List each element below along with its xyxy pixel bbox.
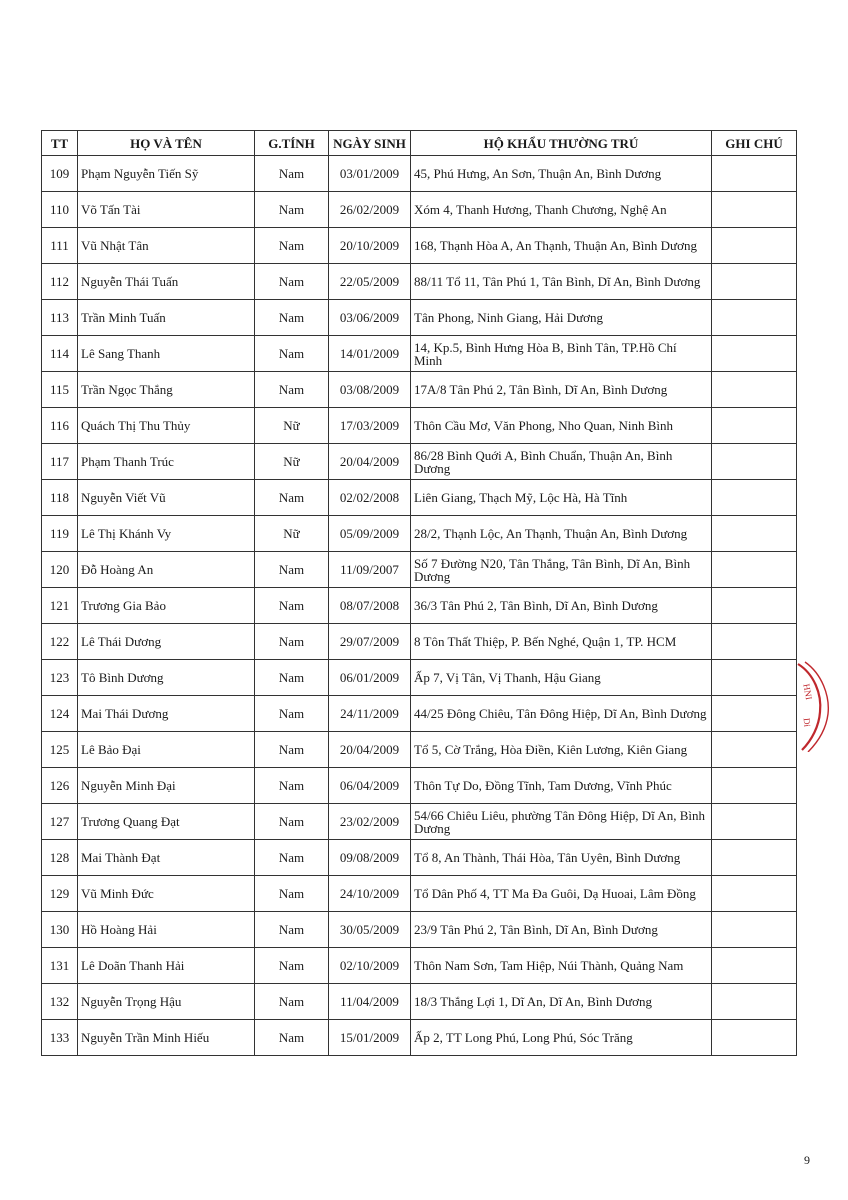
cell-tt: 133 — [42, 1020, 78, 1056]
cell-address: Tân Phong, Ninh Giang, Hải Dương — [411, 300, 712, 336]
cell-note — [712, 624, 797, 660]
header-dob: NGÀY SINH — [329, 131, 411, 156]
cell-address: Số 7 Đường N20, Tân Thắng, Tân Bình, Dĩ An, Bình Dương — [411, 552, 712, 588]
cell-tt: 129 — [42, 876, 78, 912]
cell-name: Nguyễn Trọng Hậu — [78, 984, 255, 1020]
cell-name: Trương Gia Bảo — [78, 588, 255, 624]
cell-address: 17A/8 Tân Phú 2, Tân Bình, Dĩ An, Bình Dương — [411, 372, 712, 408]
table-row — [42, 516, 797, 552]
cell-tt: 130 — [42, 912, 78, 948]
table-row — [42, 192, 797, 228]
cell-address: 23/9 Tân Phú 2, Tân Bình, Dĩ An, Bình Dương — [411, 912, 712, 948]
cell-name: Võ Tấn Tài — [78, 192, 255, 228]
table-row — [42, 840, 797, 876]
cell-name: Mai Thành Đạt — [78, 840, 255, 876]
cell-sex: Nam — [255, 480, 329, 516]
cell-sex: Nam — [255, 984, 329, 1020]
table-body — [42, 156, 797, 1056]
cell-dob: 06/01/2009 — [329, 660, 411, 696]
cell-dob: 14/01/2009 — [329, 336, 411, 372]
cell-address: 54/66 Chiêu Liêu, phường Tân Đông Hiệp, Dĩ An, Bình Dương — [411, 804, 712, 840]
header-note: GHI CHÚ — [712, 131, 797, 156]
cell-note — [712, 840, 797, 876]
cell-address: Liên Giang, Thạch Mỹ, Lộc Hà, Hà Tĩnh — [411, 480, 712, 516]
cell-tt: 109 — [42, 156, 78, 192]
cell-name: Lê Thái Dương — [78, 624, 255, 660]
cell-note — [712, 768, 797, 804]
cell-sex: Nam — [255, 876, 329, 912]
cell-note — [712, 408, 797, 444]
cell-name: Tô Bình Dương — [78, 660, 255, 696]
cell-sex: Nam — [255, 1020, 329, 1056]
cell-sex: Nam — [255, 300, 329, 336]
cell-note — [712, 192, 797, 228]
cell-dob: 02/10/2009 — [329, 948, 411, 984]
table-row — [42, 624, 797, 660]
cell-address: Ấp 7, Vị Tân, Vị Thanh, Hậu Giang — [411, 660, 712, 696]
cell-note — [712, 948, 797, 984]
cell-tt: 118 — [42, 480, 78, 516]
table-row — [42, 876, 797, 912]
cell-address: Tổ 5, Cờ Trắng, Hòa Điền, Kiên Lương, Kiên Giang — [411, 732, 712, 768]
cell-note — [712, 876, 797, 912]
table-row — [42, 444, 797, 480]
scan-speck — [44, 62, 48, 66]
cell-dob: 30/05/2009 — [329, 912, 411, 948]
cell-tt: 132 — [42, 984, 78, 1020]
cell-note — [712, 912, 797, 948]
cell-dob: 20/10/2009 — [329, 228, 411, 264]
cell-tt: 126 — [42, 768, 78, 804]
cell-address: 88/11 Tổ 11, Tân Phú 1, Tân Bình, Dĩ An, Bình Dương — [411, 264, 712, 300]
cell-address: 168, Thạnh Hòa A, An Thạnh, Thuận An, Bình Dương — [411, 228, 712, 264]
student-roster-table — [41, 130, 797, 1056]
cell-address: 14, Kp.5, Bình Hưng Hòa B, Bình Tân, TP.Hồ Chí Minh — [411, 336, 712, 372]
header-row — [42, 131, 797, 156]
table-row — [42, 228, 797, 264]
cell-dob: 08/07/2008 — [329, 588, 411, 624]
cell-sex: Nam — [255, 228, 329, 264]
header-name: HỌ VÀ TÊN — [78, 131, 255, 156]
cell-name: Nguyễn Minh Đại — [78, 768, 255, 804]
cell-note — [712, 696, 797, 732]
cell-note — [712, 804, 797, 840]
cell-tt: 115 — [42, 372, 78, 408]
table-row — [42, 372, 797, 408]
cell-name: Lê Sang Thanh — [78, 336, 255, 372]
cell-note — [712, 1020, 797, 1056]
cell-note — [712, 588, 797, 624]
cell-name: Trần Ngọc Thắng — [78, 372, 255, 408]
cell-name: Quách Thị Thu Thủy — [78, 408, 255, 444]
cell-dob: 17/03/2009 — [329, 408, 411, 444]
cell-tt: 111 — [42, 228, 78, 264]
cell-address: 44/25 Đông Chiêu, Tân Đông Hiệp, Dĩ An, Bình Dương — [411, 696, 712, 732]
cell-dob: 03/06/2009 — [329, 300, 411, 336]
cell-address: Tổ 8, An Thành, Thái Hòa, Tân Uyên, Bình Dương — [411, 840, 712, 876]
cell-note — [712, 552, 797, 588]
cell-name: Trần Minh Tuấn — [78, 300, 255, 336]
cell-sex: Nam — [255, 588, 329, 624]
cell-dob: 15/01/2009 — [329, 1020, 411, 1056]
cell-name: Hồ Hoàng Hải — [78, 912, 255, 948]
cell-name: Vũ Minh Đức — [78, 876, 255, 912]
cell-note — [712, 732, 797, 768]
header-address: HỘ KHẨU THƯỜNG TRÚ — [411, 131, 712, 156]
cell-dob: 11/04/2009 — [329, 984, 411, 1020]
cell-address: Tổ Dân Phố 4, TT Ma Đa Guôi, Dạ Huoai, Lâm Đồng — [411, 876, 712, 912]
cell-note — [712, 228, 797, 264]
cell-name: Nguyễn Viết Vũ — [78, 480, 255, 516]
cell-dob: 05/09/2009 — [329, 516, 411, 552]
cell-address: Thôn Tự Do, Đồng Tĩnh, Tam Dương, Vĩnh Phúc — [411, 768, 712, 804]
cell-tt: 112 — [42, 264, 78, 300]
table-row — [42, 984, 797, 1020]
cell-sex: Nam — [255, 732, 329, 768]
cell-tt: 123 — [42, 660, 78, 696]
cell-tt: 119 — [42, 516, 78, 552]
cell-name: Đỗ Hoàng An — [78, 552, 255, 588]
cell-address: 36/3 Tân Phú 2, Tân Bình, Dĩ An, Bình Dương — [411, 588, 712, 624]
cell-dob: 26/02/2009 — [329, 192, 411, 228]
cell-name: Lê Thị Khánh Vy — [78, 516, 255, 552]
cell-note — [712, 336, 797, 372]
cell-name: Phạm Thanh Trúc — [78, 444, 255, 480]
cell-tt: 128 — [42, 840, 78, 876]
cell-sex: Nam — [255, 156, 329, 192]
cell-note — [712, 444, 797, 480]
cell-name: Nguyễn Trần Minh Hiếu — [78, 1020, 255, 1056]
cell-dob: 09/08/2009 — [329, 840, 411, 876]
cell-dob: 06/04/2009 — [329, 768, 411, 804]
table-row — [42, 156, 797, 192]
cell-tt: 110 — [42, 192, 78, 228]
cell-dob: 11/09/2007 — [329, 552, 411, 588]
cell-note — [712, 156, 797, 192]
cell-sex: Nam — [255, 804, 329, 840]
cell-tt: 113 — [42, 300, 78, 336]
cell-dob: 24/11/2009 — [329, 696, 411, 732]
table-row — [42, 948, 797, 984]
cell-sex: Nam — [255, 660, 329, 696]
cell-sex: Nam — [255, 552, 329, 588]
cell-dob: 02/02/2008 — [329, 480, 411, 516]
cell-sex: Nam — [255, 264, 329, 300]
cell-sex: Nữ — [255, 408, 329, 444]
page-number: 9 — [804, 1153, 810, 1167]
cell-sex: Nam — [255, 696, 329, 732]
cell-tt: 125 — [42, 732, 78, 768]
svg-text:Di: Di — [801, 717, 813, 728]
table-row — [42, 660, 797, 696]
table-row — [42, 804, 797, 840]
cell-name: Nguyễn Thái Tuấn — [78, 264, 255, 300]
cell-dob: 03/01/2009 — [329, 156, 411, 192]
red-seal-fragment-icon — [792, 660, 836, 752]
cell-note — [712, 372, 797, 408]
cell-address: 8 Tôn Thất Thiệp, P. Bến Nghé, Quận 1, TP. HCM — [411, 624, 712, 660]
table-row — [42, 732, 797, 768]
cell-dob: 20/04/2009 — [329, 732, 411, 768]
cell-sex: Nam — [255, 192, 329, 228]
cell-tt: 120 — [42, 552, 78, 588]
cell-tt: 122 — [42, 624, 78, 660]
cell-address: 86/28 Bình Quới A, Bình Chuẩn, Thuận An, Bình Dương — [411, 444, 712, 480]
cell-name: Phạm Nguyễn Tiến Sỹ — [78, 156, 255, 192]
cell-tt: 131 — [42, 948, 78, 984]
cell-tt: 127 — [42, 804, 78, 840]
cell-note — [712, 660, 797, 696]
table-row — [42, 552, 797, 588]
cell-sex: Nam — [255, 372, 329, 408]
table-row — [42, 300, 797, 336]
cell-sex: Nam — [255, 948, 329, 984]
table-row — [42, 768, 797, 804]
cell-note — [712, 516, 797, 552]
table-row — [42, 588, 797, 624]
cell-address: 28/2, Thạnh Lộc, An Thạnh, Thuận An, Bình Dương — [411, 516, 712, 552]
cell-sex: Nam — [255, 768, 329, 804]
cell-dob: 23/02/2009 — [329, 804, 411, 840]
cell-address: 18/3 Thắng Lợi 1, Dĩ An, Dĩ An, Bình Dương — [411, 984, 712, 1020]
cell-address: 45, Phú Hưng, An Sơn, Thuận An, Bình Dương — [411, 156, 712, 192]
table-row — [42, 696, 797, 732]
header-sex: G.TÍNH — [255, 131, 329, 156]
cell-note — [712, 480, 797, 516]
cell-sex: Nam — [255, 624, 329, 660]
cell-tt: 124 — [42, 696, 78, 732]
cell-dob: 24/10/2009 — [329, 876, 411, 912]
table-row — [42, 336, 797, 372]
header-tt: TT — [42, 131, 78, 156]
table-row — [42, 1020, 797, 1056]
cell-address: Thôn Nam Sơn, Tam Hiệp, Núi Thành, Quảng Nam — [411, 948, 712, 984]
cell-dob: 22/05/2009 — [329, 264, 411, 300]
cell-sex: Nam — [255, 912, 329, 948]
cell-name: Lê Bảo Đại — [78, 732, 255, 768]
cell-name: Vũ Nhật Tân — [78, 228, 255, 264]
cell-address: Thôn Cầu Mơ, Văn Phong, Nho Quan, Ninh Bình — [411, 408, 712, 444]
svg-text:HNI: HNI — [801, 683, 814, 701]
cell-dob: 20/04/2009 — [329, 444, 411, 480]
cell-sex: Nữ — [255, 516, 329, 552]
cell-sex: Nữ — [255, 444, 329, 480]
cell-note — [712, 264, 797, 300]
cell-name: Lê Doãn Thanh Hải — [78, 948, 255, 984]
cell-dob: 29/07/2009 — [329, 624, 411, 660]
cell-sex: Nam — [255, 336, 329, 372]
cell-tt: 121 — [42, 588, 78, 624]
table-header — [42, 131, 797, 156]
cell-dob: 03/08/2009 — [329, 372, 411, 408]
cell-tt: 116 — [42, 408, 78, 444]
cell-sex: Nam — [255, 840, 329, 876]
table-row — [42, 408, 797, 444]
table-row — [42, 264, 797, 300]
cell-address: Xóm 4, Thanh Hương, Thanh Chương, Nghệ An — [411, 192, 712, 228]
cell-name: Mai Thái Dương — [78, 696, 255, 732]
cell-address: Ấp 2, TT Long Phú, Long Phú, Sóc Trăng — [411, 1020, 712, 1056]
table-row — [42, 480, 797, 516]
cell-note — [712, 300, 797, 336]
table-row — [42, 912, 797, 948]
cell-tt: 117 — [42, 444, 78, 480]
cell-note — [712, 984, 797, 1020]
cell-tt: 114 — [42, 336, 78, 372]
cell-name: Trương Quang Đạt — [78, 804, 255, 840]
